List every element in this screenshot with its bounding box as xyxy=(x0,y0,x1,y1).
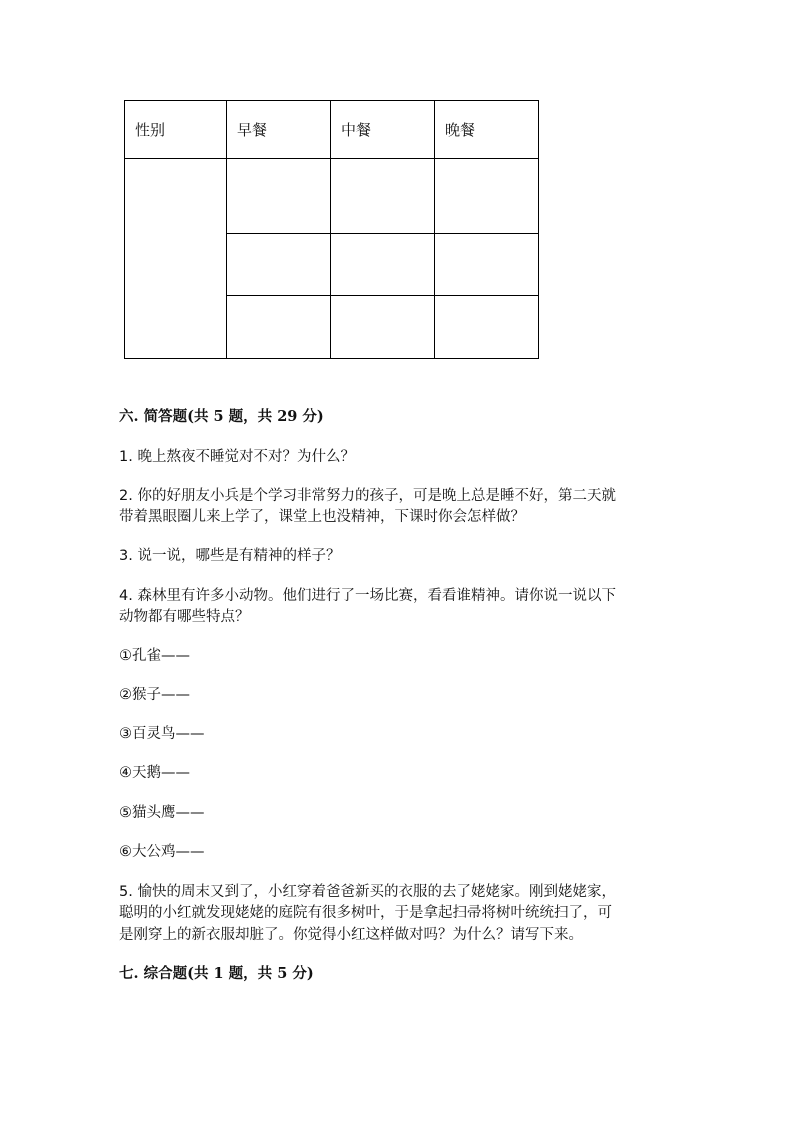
animal-item-swan: ④天鹅—— xyxy=(119,765,190,781)
table-cell xyxy=(435,296,539,359)
question-4-line-1: 4. 森林里有许多小动物。他们进行了一场比赛，看看谁精神。请你说一说以下 xyxy=(119,588,616,604)
table-row xyxy=(125,159,539,234)
section-7-title: 七. 综合题(共 1 题，共 5 分) xyxy=(119,965,314,982)
header-gender: 性别 xyxy=(125,101,227,159)
question-2-line-2: 带着黑眼圈儿来上学了，课堂上也没精神，下课时你会怎样做？ xyxy=(119,509,525,525)
table-cell xyxy=(227,234,331,296)
animal-item-monkey: ②猴子—— xyxy=(119,687,190,703)
gender-cell xyxy=(125,159,227,359)
table-cell xyxy=(331,159,435,234)
question-1: 1. 晚上熬夜不睡觉对不对？为什么？ xyxy=(119,449,355,465)
animal-item-rooster: ⑥大公鸡—— xyxy=(119,844,205,860)
header-lunch: 中餐 xyxy=(331,101,435,159)
animal-item-owl: ⑤猫头鹰—— xyxy=(119,805,205,821)
table-cell xyxy=(331,234,435,296)
question-5-line-2: 聪明的小红就发现姥姥的庭院有很多树叶，于是拿起扫帚将树叶统统扫了，可 xyxy=(119,905,612,921)
question-2-line-1: 2. 你的好朋友小兵是个学习非常努力的孩子，可是晚上总是睡不好，第二天就 xyxy=(119,488,616,504)
question-3: 3. 说一说，哪些是有精神的样子？ xyxy=(119,548,341,564)
animal-item-lark: ③百灵鸟—— xyxy=(119,726,205,742)
section-6-title: 六. 简答题(共 5 题，共 29 分) xyxy=(119,408,324,425)
header-breakfast: 早餐 xyxy=(227,101,331,159)
table-cell xyxy=(435,159,539,234)
table-cell xyxy=(227,296,331,359)
meal-table xyxy=(124,100,539,359)
question-5-line-3: 是刚穿上的新衣服却脏了。你觉得小红这样做对吗？为什么？请写下来。 xyxy=(119,927,583,943)
question-4-line-2: 动物都有哪些特点？ xyxy=(119,609,250,625)
animal-item-peacock: ①孔雀—— xyxy=(119,648,190,664)
table-cell xyxy=(227,159,331,234)
header-dinner: 晚餐 xyxy=(435,101,539,159)
table-header-row xyxy=(125,101,539,159)
question-5-line-1: 5. 愉快的周末又到了，小红穿着爸爸新买的衣服的去了姥姥家。刚到姥姥家， xyxy=(119,884,616,900)
table-cell xyxy=(331,296,435,359)
table-cell xyxy=(435,234,539,296)
